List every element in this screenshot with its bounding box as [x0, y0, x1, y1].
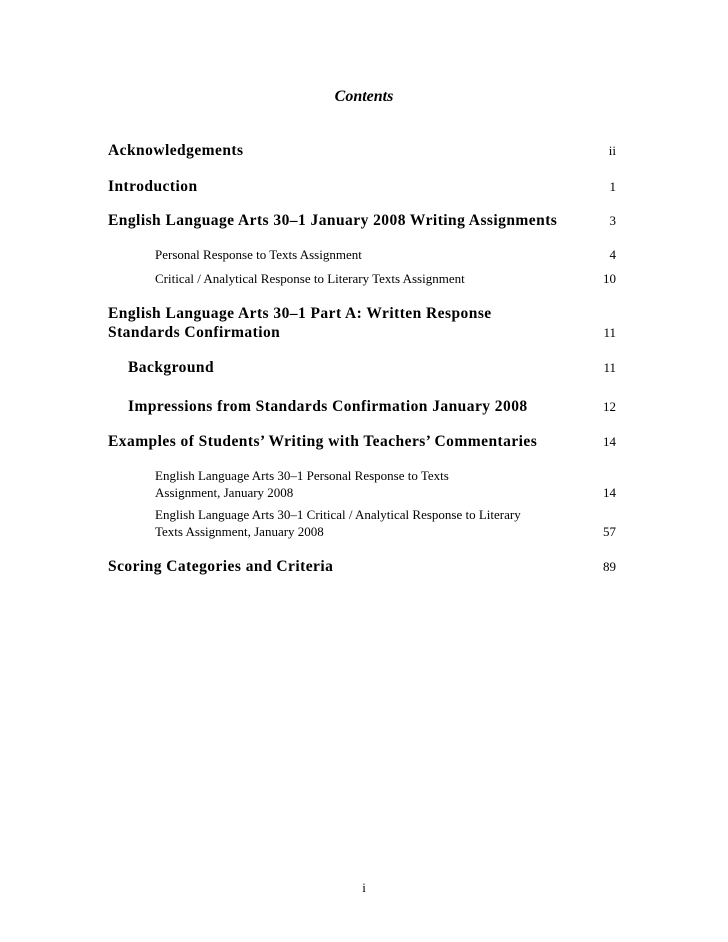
toc-entry-introduction[interactable] [108, 177, 616, 196]
toc-entry-example-critical-response[interactable] [108, 506, 616, 540]
toc-entry-standards-confirmation[interactable] [108, 304, 616, 342]
toc-entry-label [108, 467, 449, 501]
toc-entry-personal-response[interactable] [108, 246, 616, 263]
footer-page-number: i [362, 880, 366, 895]
toc-entry-label: Introduction [108, 178, 198, 195]
toc-entry-page-number: 12 [603, 399, 616, 414]
toc-entry-label: Impressions from Standards Confirmation January 2008 [128, 398, 528, 415]
toc-entry-label-line-1: English Language Arts 30–1 Critical / Analytical Response to Literary [155, 507, 521, 522]
toc-entry-acknowledgements[interactable] [108, 141, 616, 160]
toc-entry-page-number: 14 [603, 485, 616, 500]
toc-entry-page-number: 11 [603, 360, 616, 375]
toc-entry-label [108, 506, 521, 540]
toc-entry-label-line-2: Standards Confirmation [108, 324, 281, 341]
toc-entry-label-line-1: English Language Arts 30–1 Personal Response to Texts [155, 468, 449, 483]
toc-entry-page-number: 89 [603, 559, 616, 574]
toc-entry-page-number: 4 [609, 247, 616, 262]
toc-entry-label-line-2: Texts Assignment, January 2008 [155, 524, 324, 539]
toc-entry-examples[interactable] [108, 432, 616, 451]
toc-entry-critical-response[interactable] [108, 270, 616, 287]
toc-entry-label-line-2: Assignment, January 2008 [155, 485, 294, 500]
toc-entry-impressions[interactable] [108, 397, 616, 416]
toc-entry-page-number: 3 [609, 213, 616, 228]
toc-entry-scoring[interactable] [108, 557, 616, 576]
toc-entry-label [108, 304, 492, 342]
toc-entry-label: Personal Response to Texts Assignment [155, 247, 362, 262]
toc-entry-label-line-1: English Language Arts 30–1 Part A: Written Response [108, 305, 492, 322]
toc-entry-label: Scoring Categories and Criteria [108, 558, 334, 575]
toc-entry-example-personal-response[interactable] [108, 467, 616, 501]
toc-entry-background[interactable] [108, 358, 616, 377]
page-title: Contents [334, 88, 394, 105]
toc-entry-page-number: 1 [609, 179, 616, 194]
toc-entry-page-number: 10 [603, 271, 616, 286]
toc-entry-label: Background [128, 359, 215, 376]
toc-entry-page-number: 57 [603, 524, 616, 539]
toc-entry-page-number: ii [608, 143, 616, 158]
toc-entry-label: Examples of Students’ Writing with Teachers’ Commentaries [108, 433, 538, 450]
toc-entry-writing-assignments[interactable] [108, 211, 616, 230]
toc-entry-label: English Language Arts 30–1 January 2008 Writing Assignments [108, 212, 558, 229]
toc-entry-page-number: 14 [603, 434, 616, 449]
toc-entry-page-number: 11 [603, 325, 616, 340]
toc-entry-label: Acknowledgements [108, 142, 244, 159]
toc-entry-label: Critical / Analytical Response to Literary Texts Assignment [155, 271, 465, 286]
